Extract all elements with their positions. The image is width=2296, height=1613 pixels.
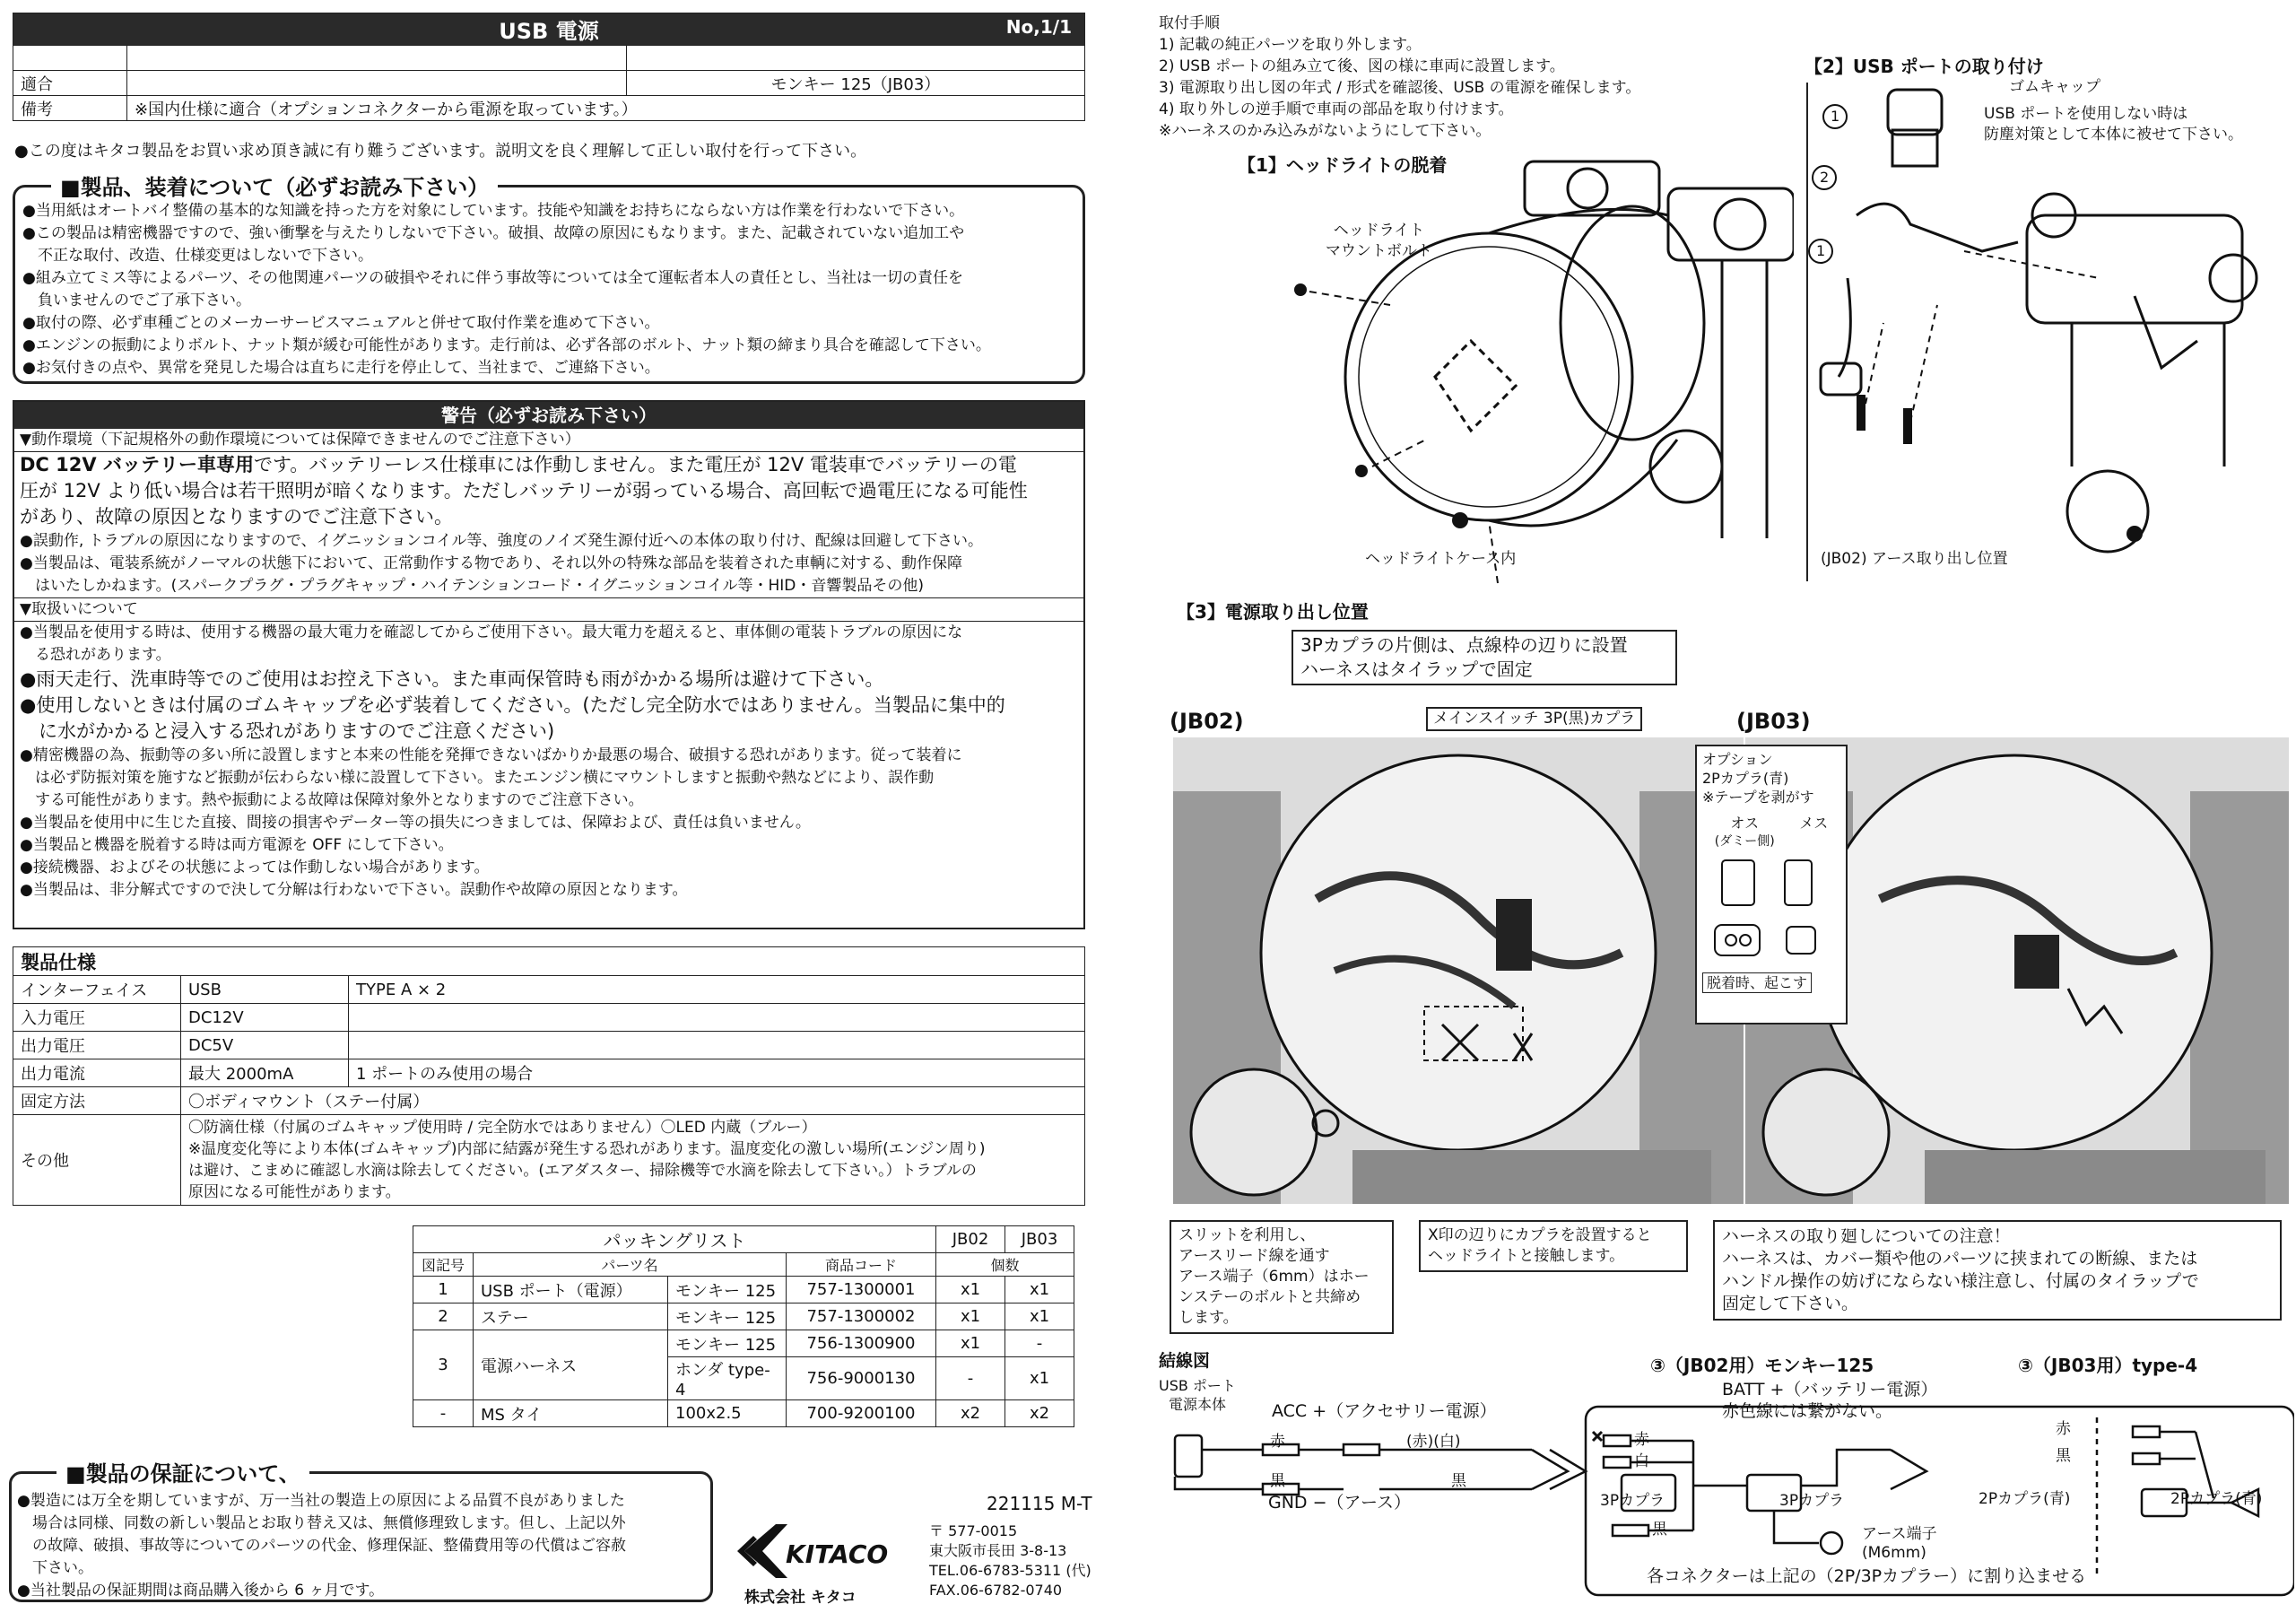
slit-line: ンステーのボルトと共締め [1178, 1288, 1361, 1306]
spec-value: 最大 2000mA [181, 1059, 349, 1087]
pk-no: 1 [413, 1277, 474, 1303]
w-red: 赤 [1634, 1431, 1649, 1449]
install-line: ●お気付きの点や、異常を発見した場合は直ちに走行を停止して、当社まで、ご連絡下さい。 [22, 359, 660, 377]
coupler-2p-b: 2Pカプラ(青) [2170, 1490, 2263, 1508]
procedure-step: 1) 記載の純正パーツを取り外します。 [1159, 36, 1422, 54]
fit-value: モンキー 125（JB03） [627, 71, 1085, 96]
handle-line: ●当製品は、非分解式ですので決して分解は行わないで下さい。誤動作や故障の原因となります。 [20, 881, 688, 899]
spec-label: インターフェイス [13, 976, 181, 1004]
coupler-2p-a: 2Pカプラ(青) [1979, 1490, 2071, 1508]
dc12v-emphasis: DC 12V バッテリー車専用 [20, 454, 254, 475]
pk-sub: モンキー 125 [668, 1303, 787, 1330]
packing-title: パッキングリスト [413, 1226, 936, 1253]
callout-3p-1: 3Pカプラの片側は、点線枠の辺りに設置 [1300, 634, 1628, 656]
fig1-title: 【1】ヘッドライトの脱着 [1238, 154, 1448, 176]
pk-code: 757-1300001 [787, 1277, 936, 1303]
pk-no: - [413, 1400, 474, 1427]
option-2p-box [1695, 745, 1848, 1024]
callout-3p-2: ハーネスはタイラップで固定 [1300, 658, 1533, 680]
install-line: 負いませんのでご了承下さい。 [22, 292, 251, 310]
spec-other-line: ※温度変化等により本体(ゴムキャップ)内部に結露が発生する恐れがあります。温度変化の激しい場所(エンジン周り) [188, 1140, 986, 1158]
fig3-jb02-photo [1173, 737, 1744, 1204]
cap-note-2: 防塵対策として本体に被せて下さい。 [1984, 126, 2243, 144]
label-headlight-case: ヘッドライトケース内 [1365, 550, 1517, 568]
handle-line: ●精密機器の為、振動等の多い所に設置しますと本来の性能を発揮できないばかりか最悪の場合、破損する恐れがあります。従って装着に [20, 746, 962, 764]
harness-line: ハーネスの取り廻しについての注意！ [1722, 1226, 2011, 1246]
earth-terminal-label [1862, 1525, 1937, 1563]
batt-sub: 赤色線には繋がない。 [1722, 1401, 1893, 1421]
env-main-line: があり、故障の原因となりますのでご注意下さい。 [20, 506, 453, 527]
handle-line: ●当製品と機器を脱着する時は両方電源を OFF にして下さい。 [20, 836, 454, 854]
env-main-line: 圧が 12V より低い場合は若干照明が暗くなります。ただしバッテリーが弱っている場合、高回転で過電圧になる可能性 [20, 480, 1028, 501]
col-jb02: JB02 [936, 1226, 1005, 1253]
slit-line: アースリード線を通す [1178, 1247, 1330, 1265]
pk-sub: ホンダ type-4 [668, 1357, 787, 1400]
spec-title: 製品仕様 [13, 947, 1085, 976]
h-qty: 個数 [936, 1253, 1074, 1277]
procedure-step: 3) 電源取り出し図の年式 / 形式を確認後、USB の電源を確保します。 [1159, 79, 1641, 97]
install-line: ●組み立てミス等によるパーツ、その他関連パーツの破損やそれに伴う事故等については全て運転者本人の責任とし、当社は一切の責任を [22, 269, 963, 287]
handle-line: ●接続機器、およびその状態によっては作動しない場合があります。 [20, 859, 490, 876]
pk-name: USB ポート（電源） [474, 1277, 668, 1303]
handle-big-line: に水がかかると浸入する恐れがありますのでご注意ください) [20, 720, 555, 742]
env-line: ●誤動作, トラブルの原因になりますので、イグニッションコイル等、強度のノイズ発生源付近への本体の取り付け、配線は回避して下さい。 [20, 532, 984, 550]
usb-body-1: USB ポート [1159, 1377, 1236, 1394]
pk-a: - [936, 1357, 1005, 1400]
install-line: ●この製品は精密機器ですので、強い衝撃を与えたりしないで下さい。破損、故障の原因にもなります。また、記載されていない追加工や [22, 224, 965, 242]
slit-line: スリットを利用し、 [1178, 1226, 1316, 1244]
procedure-step: 2) USB ポートの組み立て後、図の様に車両に設置します。 [1159, 57, 1565, 75]
pk-a: x1 [936, 1303, 1005, 1330]
pk-code: 756-1300900 [787, 1330, 936, 1357]
spec-value: USB [181, 976, 349, 1004]
fig3-title: 【3】電源取り出し位置 [1177, 601, 1369, 623]
pk-sub: モンキー 125 [668, 1277, 787, 1303]
jb02-label: (JB02) [1170, 709, 1244, 734]
h-name: パーツ名 [474, 1253, 787, 1277]
pk-code: 757-1300002 [787, 1303, 936, 1330]
env-heading: ▼動作環境（下記規格外の動作環境については保障できませんのでご注意下さい） [14, 429, 1083, 452]
pk-a: x1 [936, 1277, 1005, 1303]
coupler-2p-icon [1702, 851, 1837, 968]
warranty-line: 下さい。 [17, 1559, 93, 1577]
warranty-section [9, 1461, 713, 1602]
wiring-title: 結線図 [1159, 1351, 1211, 1371]
slit-note [1170, 1220, 1394, 1334]
spec-other-line: は避け、こまめに確認し水滴は除去してください。(エアダスター、掃除機等で水滴を除去して下さい。）トラブルの [188, 1162, 977, 1180]
company-logo [735, 1516, 924, 1606]
pk-b: x1 [1005, 1357, 1074, 1400]
logo-text: KITACO [786, 1539, 889, 1569]
label-earth-jb02: (JB02) アース取り出し位置 [1821, 550, 2008, 568]
wire-black-label: 黒 [1270, 1472, 1285, 1490]
detach-label: 脱着時、起こす [1702, 972, 1812, 993]
w2-black: 黒 [2056, 1447, 2071, 1465]
box1-title: ③（JB02用）モンキー125 [1650, 1355, 1874, 1376]
label-bolt-1: ヘッドライト [1333, 222, 1425, 240]
h-code: 商品コード [787, 1253, 936, 1277]
pk-sub: 100x2.5 [668, 1400, 787, 1427]
procedure-step: 4) 取り外しの逆手順で車両の部品を取り付けます。 [1159, 100, 1514, 118]
pk-sub: モンキー 125 [668, 1330, 787, 1357]
pk-no: 2 [413, 1303, 474, 1330]
install-lines [22, 200, 991, 379]
spec-label: 固定方法 [13, 1087, 181, 1115]
x-mark-note [1419, 1220, 1688, 1272]
male-sub-label: (ダミー側) [1714, 834, 1775, 849]
jb03-label: (JB03) [1736, 709, 1811, 734]
spec-label: 出力電流 [13, 1059, 181, 1087]
option-line: オプション [1702, 751, 1773, 768]
earth-line-2: (M6mm) [1862, 1544, 1926, 1562]
harness-line: ハーネスは、カバー類や他のパーツに挟まれての断線、または [1722, 1249, 2198, 1269]
label-rubber-cap: ゴムキャップ [2009, 78, 2100, 96]
female-label: メス [1799, 815, 1829, 832]
w-black: 黒 [1652, 1521, 1667, 1539]
x-line: X印の辺りにカプラを設置すると [1428, 1226, 1652, 1244]
wire-redwhite-label: (赤)(白) [1406, 1433, 1461, 1451]
usb-body-2: 電源本体 [1168, 1396, 1226, 1413]
earth-line-1: アース端子 [1862, 1525, 1937, 1543]
install-line: ●エンジンの振動によりボルト、ナット類が緩む可能性があります。走行前は、必ず各部のボルト、ナット類の締まり具合を確認して下さい。 [22, 336, 991, 354]
env-main-line [20, 452, 1083, 478]
handle-line: は必ず防振対策を施すなど振動が伝わらない様に設置して下さい。またエンジン横にマウントしますと振動や熱などにより、誤作動 [20, 769, 935, 787]
fig2-num-1: 1 [1831, 108, 1840, 125]
wire-black-label-2: 黒 [1451, 1472, 1466, 1490]
spec-other-line: 〇防滴仕様（付属のゴムキャップ使用時 / 完全防水ではありません）〇LED 内蔵（ブルー） [188, 1119, 817, 1137]
pk-name: MS タイ [474, 1400, 668, 1427]
fig2-usb-drawing [1803, 72, 2287, 574]
fit-label: 適合 [13, 71, 127, 96]
install-line: ●当用紙はオートバイ整備の基本的な知識を持った方を対象にしています。技能や知識をお持ちにならない方は作業を行わないで下さい。 [22, 202, 965, 220]
pk-b: x2 [1005, 1400, 1074, 1427]
spec-value-2 [349, 1032, 1085, 1059]
h-no: 図記号 [413, 1253, 474, 1277]
tel: TEL.06-6783-5311 (代) [929, 1562, 1091, 1579]
install-line: ●取付の際、必ず車種ごとのメーカーサービスマニュアルと併せて取付作業を進めて下さい。 [22, 314, 660, 332]
pk-b: x1 [1005, 1303, 1074, 1330]
pk-code: 756-9000130 [787, 1357, 936, 1400]
x-line: ヘッドライトと接触します。 [1428, 1247, 1625, 1265]
main-switch-label: メインスイッチ 3P(黒)カプラ [1426, 707, 1642, 731]
pk-a: x2 [936, 1400, 1005, 1427]
male-label: オス [1730, 815, 1760, 832]
label-bolt-2: マウントボルト [1326, 242, 1432, 260]
procedure-title: 取付手順 [1159, 14, 1220, 32]
packing-table [413, 1225, 1074, 1427]
pk-code: 700-9200100 [787, 1400, 936, 1427]
spec-value: 〇ボディマウント（ステー付属） [181, 1087, 1085, 1115]
install-section [13, 175, 1085, 384]
spec-label: その他 [13, 1115, 181, 1206]
env-line: はいたしかねます。(スパークプラグ・プラグキャップ・ハイテンションコード・イグニッションコイル等・HID・音響製品その他) [20, 577, 924, 595]
handle-big-line: ●使用しないときは付属のゴムキャップを必ず装着してください。(ただし完全防水ではありません。当製品に集中的 [20, 694, 1005, 716]
pk-no: 3 [413, 1330, 474, 1400]
handle-line: ●当製品を使用する時は、使用する機器の最大電力を確認してからご使用下さい。最大電力を超えると、車体側の電装トラブルの原因にな [20, 623, 963, 641]
spec-value-2: 1 ポートのみ使用の場合 [349, 1059, 1085, 1087]
pk-b: - [1005, 1330, 1074, 1357]
fig1-headlight-drawing [1256, 144, 1794, 592]
env-main-text: です。バッテリーレス仕様車には作動しません。また電圧が 12V 電装車でバッテリーの電 [253, 454, 1017, 475]
handle-line: する可能性があります。熱や振動による故障は保障対象外となりますのでご注意下さい。 [20, 791, 644, 809]
spec-value-2: TYPE A × 2 [349, 976, 1085, 1004]
address: 東大阪市長田 3-8-13 [929, 1542, 1067, 1559]
fax: FAX.06-6782-0740 [929, 1582, 1063, 1599]
callout-3p [1292, 630, 1677, 685]
spec-value: DC5V [181, 1032, 349, 1059]
spec-table [13, 946, 1085, 1206]
pk-name: 電源ハーネス [474, 1330, 668, 1400]
harness-line: ハンドル操作の妨げにならない様注意し、付属のタイラップで [1722, 1271, 2199, 1291]
harness-line: 固定して下さい。 [1722, 1294, 1859, 1313]
doc-code: 221115 M-T [987, 1493, 1092, 1514]
handle-line: る恐れがあります。 [20, 646, 171, 664]
note-label: 備考 [13, 96, 127, 121]
note-value: ※国内仕様に適合（オプションコネクターから電源を取っています。） [127, 96, 1085, 121]
coupler-3p-a: 3Pカプラ [1600, 1492, 1665, 1510]
batt-label: BATT +（バッテリー電源） [1722, 1380, 1938, 1399]
wire-red-label: 赤 [1270, 1433, 1285, 1451]
slit-line: します。 [1178, 1309, 1239, 1327]
spec-label: 入力電圧 [13, 1004, 181, 1032]
wiring-bottom-note: 各コネクターは上記の（2P/3Pカプラー）に割り込ませる [1647, 1566, 2087, 1586]
env-line: ●当製品は、電装系統がノーマルの状態下において、正常動作する物であり、それ以外の特殊な部品を装着された車輌に対する、動作保障 [20, 554, 962, 572]
handle-line: ●当製品を使用中に生じた直接、間接の損害やデーター等の損失につきましては、保障および、責任は負いません。 [20, 814, 811, 832]
doc-title: USB 電源 [499, 19, 599, 44]
warning-section [13, 400, 1085, 929]
col-jb03: JB03 [1005, 1226, 1074, 1253]
procedure-step: ※ハーネスのかみ込みがないようにして下さい。 [1159, 122, 1492, 140]
handle-heading: ▼取扱いについて [14, 597, 1083, 622]
install-heading: ■製品、装着について（必ずお読み下さい） [51, 170, 498, 201]
spec-label: 出力電圧 [13, 1032, 181, 1059]
coupler-3p-b: 3Pカプラ [1779, 1492, 1845, 1510]
page-number: No,1/1 [1005, 16, 1072, 38]
company-address [929, 1521, 1091, 1600]
label-headlight-bolt [1326, 221, 1432, 262]
intro-text: ●この度はキタコ製品をお買い求め頂き誠に有り難うございます。説明文を良く理解して正しい取付を行って下さい。 [14, 142, 867, 161]
slit-line: アース端子（6mm）はホー [1178, 1268, 1370, 1286]
spec-value: DC12V [181, 1004, 349, 1032]
zip: 〒 577-0015 [929, 1522, 1018, 1539]
fig2-title: 【2】USB ポートの取り付け [1805, 56, 2044, 77]
option-line: ※テープを剥がす [1702, 789, 1814, 806]
pk-name: ステー [474, 1303, 668, 1330]
warranty-line: の故障、破損、事故等についてのパーツの代金、修理保証、整備費用等の代償はご容赦 [17, 1537, 626, 1555]
pk-b: x1 [1005, 1277, 1074, 1303]
handle-big-line: ●雨天走行、洗車時等でのご使用はお控え下さい。また車両保管時も雨がかかる場所は避けて下さい。 [20, 668, 884, 690]
w-white: 白 [1634, 1452, 1649, 1470]
install-line: 不正な取付、改造、仕様変更はしないで下さい。 [22, 247, 373, 265]
warranty-line: ●製造には万全を期していますが、万一当社の製造上の原因による品質不良がありました [17, 1492, 625, 1510]
option-line: 2Pカプラ(青) [1702, 770, 1789, 787]
spec-value-2 [349, 1004, 1085, 1032]
spec-other-line: 原因になる可能性があります。 [188, 1183, 401, 1201]
gnd-label: GND −（アース） [1268, 1493, 1412, 1513]
procedure [1159, 13, 1640, 142]
warranty-heading: ■製品の保証について、 [57, 1456, 309, 1487]
w2-red: 赤 [2056, 1420, 2071, 1438]
acc-label: ACC +（アクセサリー電源） [1272, 1401, 1497, 1421]
box2-title: ③（JB03用）type-4 [2018, 1355, 2198, 1376]
harness-note [1713, 1220, 2282, 1321]
fig2-num-2: 2 [1820, 169, 1830, 186]
warranty-line: 場合は同様、同数の新しい製品とお取り替え又は、無償修理致します。但し、上記以外 [17, 1514, 626, 1532]
cap-note-1: USB ポートを使用しない時は [1984, 105, 2188, 123]
fig2-num-1b: 1 [1816, 242, 1826, 259]
warning-title: 警告（必ずお読み下さい） [14, 402, 1083, 429]
pk-a: x1 [936, 1330, 1005, 1357]
company-name: 株式会社 キタコ [744, 1589, 857, 1607]
header-table [13, 13, 1085, 121]
warranty-line: ●当社製品の保証期間は商品購入後から 6 ヶ月です。 [17, 1582, 385, 1600]
